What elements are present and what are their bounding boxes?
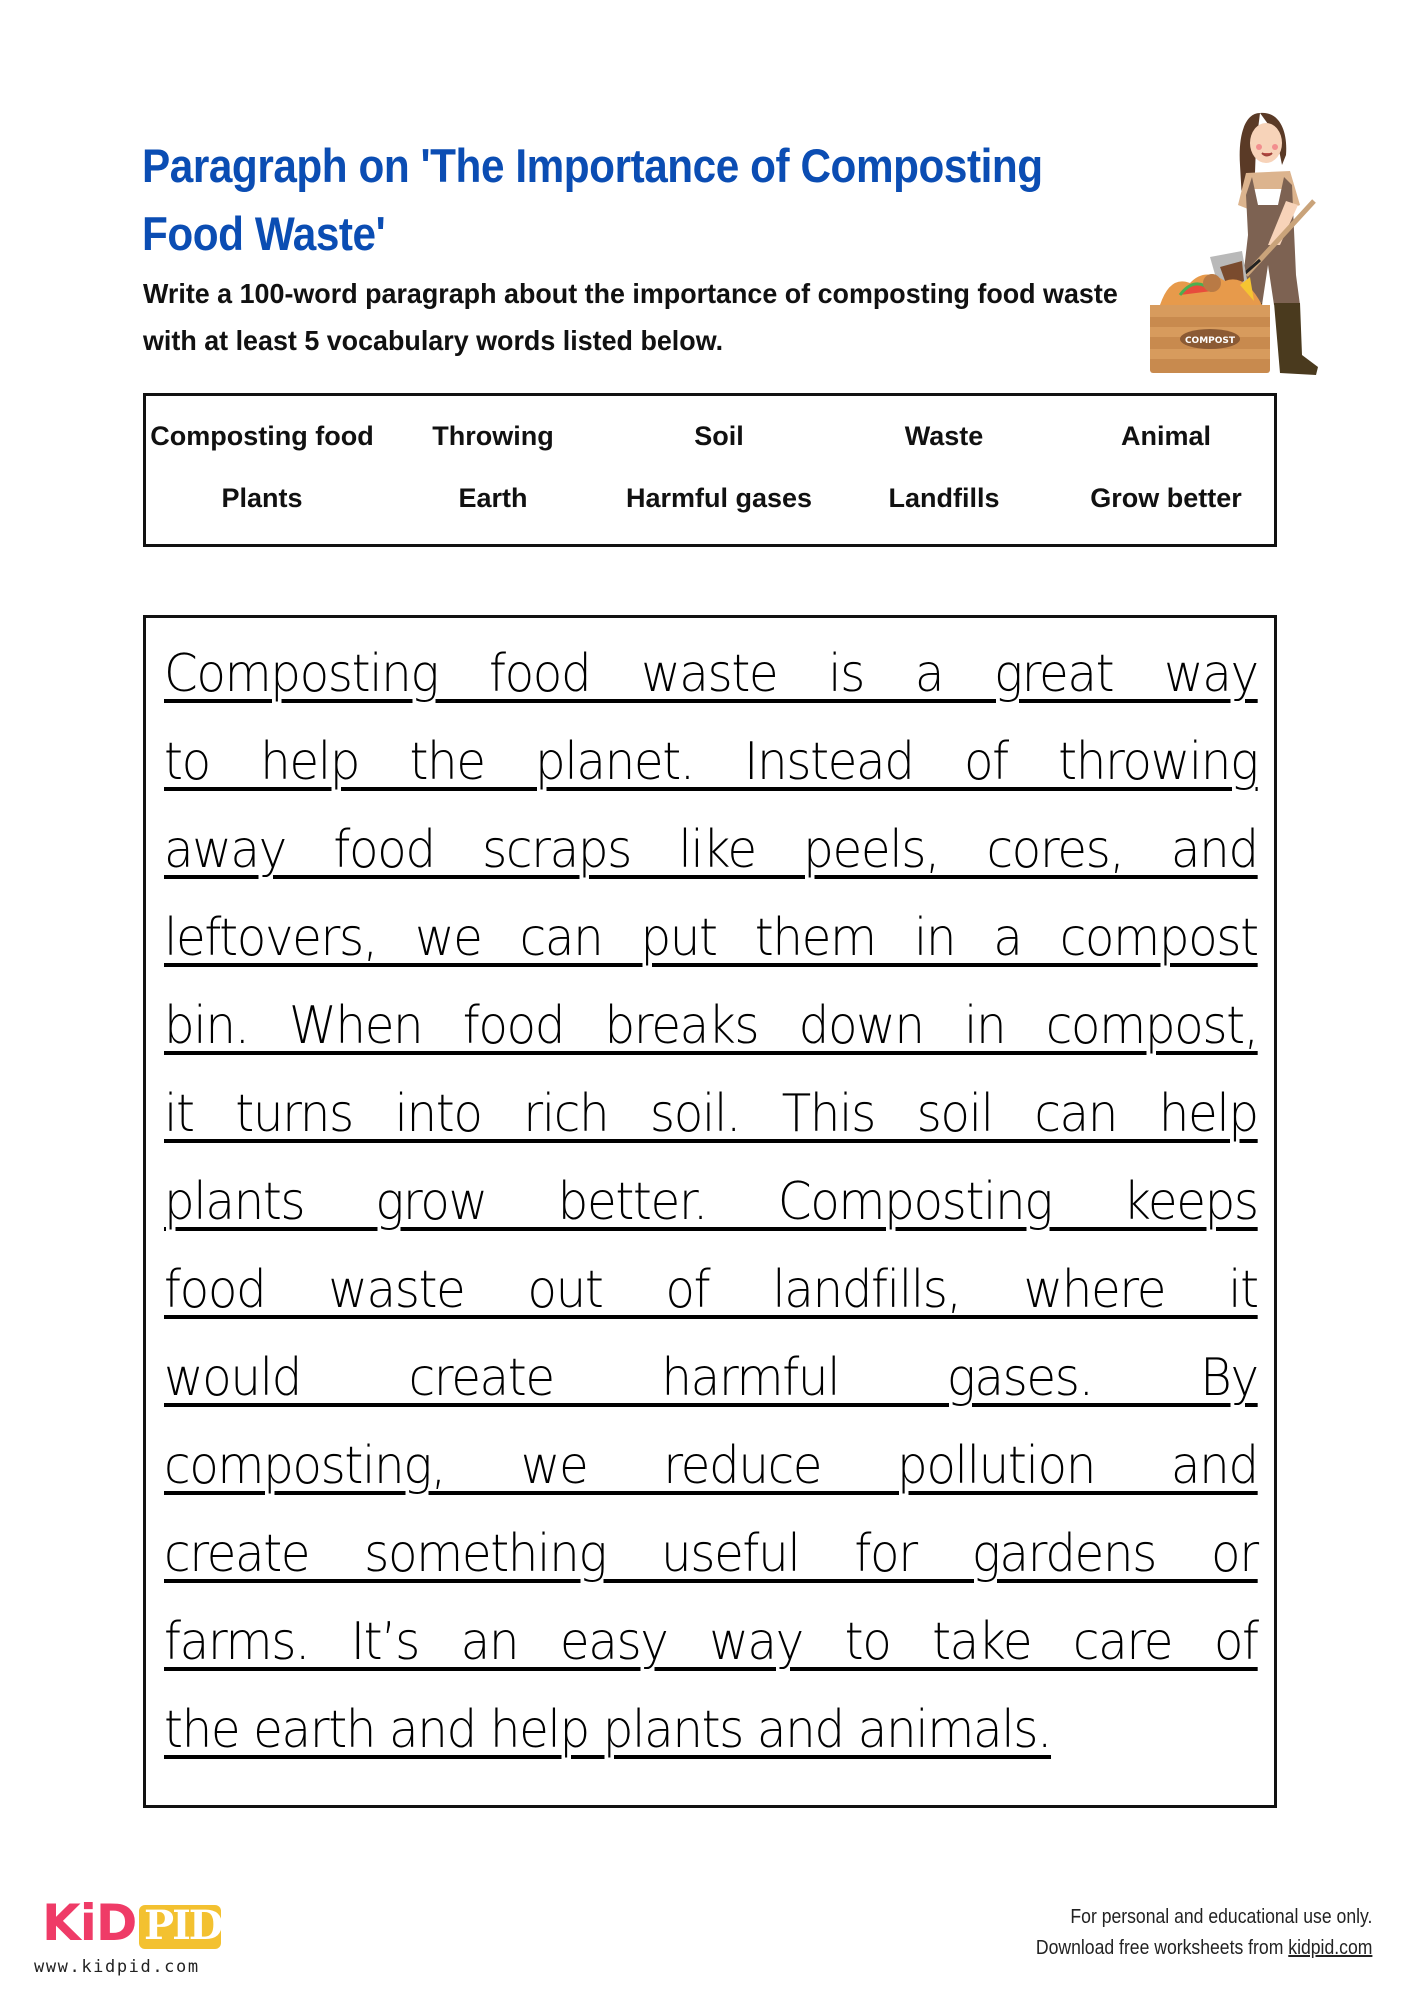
instructions-text: Write a 100-word paragraph about the importance of composting food waste with at least 5 vocabulary words listed below. [143,278,1118,356]
vocab-word: Earth [458,483,528,513]
paragraph-line: away food scraps like peels, cores, and [164,820,1258,880]
paragraph-text [164,636,1258,1780]
vocab-word: Waste [904,421,984,451]
woman-shoveling-compost-icon [1150,105,1410,385]
logo-kid-text: KiD [42,1894,137,1952]
paragraph-line: to help the planet. Instead of throwing [164,732,1258,792]
disclaimer-line-2-prefix: Download free worksheets from [1035,1937,1288,1959]
logo-pid-text: PID [144,1902,222,1949]
vocab-word: Composting food [150,421,374,451]
disclaimer-line-1: For personal and educational use only. [1069,1906,1372,1928]
paragraph-line: the earth and help plants and animals. [164,1700,1052,1760]
paragraph-line: plants grow better. Composting keeps [164,1172,1258,1232]
footer-disclaimer [1035,1902,1372,1964]
vocab-word: Soil [694,421,744,451]
paragraph-line: bin. When food breaks down in compost, [164,996,1258,1056]
kidpid-link[interactable]: kidpid.com [1287,1937,1372,1959]
paragraph-line: it turns into rich soil. This soil can help [164,1084,1258,1144]
paragraph-line: create something useful for gardens or [164,1524,1258,1584]
disclaimer-line-2 [1035,1933,1372,1964]
paragraph-line: leftovers, we can put them in a compost [164,908,1258,968]
paragraph-box [143,615,1277,1808]
paragraph-line: Composting food waste is a great way [164,644,1258,704]
vocab-word: Landfills [888,483,1000,513]
vocabulary-box [143,393,1277,547]
vocab-word: Animal [1120,421,1212,451]
paragraph-line: food waste out of landfills, where it [164,1260,1258,1320]
vocab-word: Throwing [432,421,554,451]
vocab-word: Grow better [1090,483,1242,513]
vocab-word: Plants [221,483,303,513]
vocabulary-grid [146,418,1274,516]
compost-crate-label: COMPOST [1184,336,1236,346]
logo-url: www.kidpid.com [34,1957,200,1977]
vocab-word: Harmful gases [625,483,813,513]
paragraph-line: composting, we reduce pollution and [164,1436,1258,1496]
kidpid-logo [42,1895,232,1955]
worksheet-title: Paragraph on 'The Importance of Composting Food Waste' [142,139,1043,260]
paragraph-line: would create harmful gases. By [164,1348,1258,1408]
paragraph-line: farms. It’s an easy way to take care of [164,1612,1258,1672]
